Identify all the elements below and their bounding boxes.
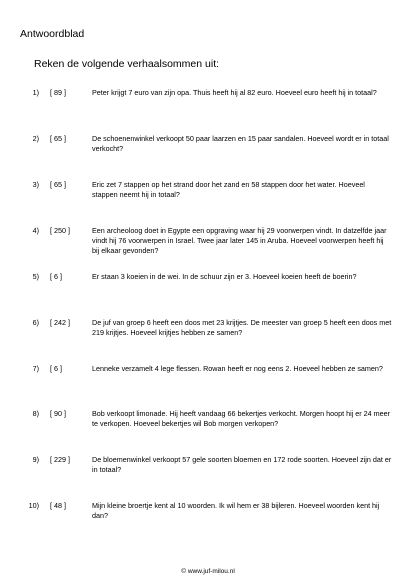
question-number: 3) xyxy=(32,180,39,189)
answer: [ 65 ] xyxy=(50,134,66,143)
answer: [ 90 ] xyxy=(50,409,66,418)
question-number: 6) xyxy=(32,318,39,327)
answer: [ 89 ] xyxy=(50,88,66,97)
question-number: 9) xyxy=(32,455,39,464)
question-text: Eric zet 7 stappen op het strand door het zand en 58 stappen door het water. Hoeveel stappen neemt hij in totaal? xyxy=(92,180,365,200)
question-text: De juf van groep 6 heeft een doos met 23 krijtjes. De meester van groep 5 heeft een doos met 219 krijtjes. Hoeveel krijtjes hebben ze samen? xyxy=(92,318,392,338)
question-number: 1) xyxy=(32,88,39,97)
question-text: Mijn kleine broertje kent al 10 woorden. Ik wil hem er 38 bijleren. Hoeveel woorden kent hij dan? xyxy=(92,501,380,521)
question-text: De schoenenwinkel verkoopt 50 paar laarzen en 15 paar sandalen. Hoeveel wordt er in totaal verkocht? xyxy=(92,134,389,154)
answer: [ 6 ] xyxy=(50,364,62,373)
question-number: 2) xyxy=(32,134,39,143)
footer-copyright: © www.juf-milou.nl xyxy=(181,568,235,575)
answer: [ 229 ] xyxy=(50,455,70,464)
question-number: 4) xyxy=(32,226,39,235)
question-text: Lenneke verzamelt 4 lege flessen. Rowan heeft er nog eens 2. Hoeveel hebben ze samen? xyxy=(92,364,383,373)
question-text: Peter krijgt 7 euro van zijn opa. Thuis heeft hij al 82 euro. Hoeveel euro heeft hij in totaal? xyxy=(92,88,377,97)
question-number: 7) xyxy=(32,364,39,373)
question-text: Bob verkoopt limonade. Hij heeft vandaag 66 bekertjes verkocht. Morgen hoopt hij er 24 meer te verkopen. Hoeveel bekertjes wil Bob morgen verkopen? xyxy=(92,409,391,429)
answer: [ 250 ] xyxy=(50,226,70,235)
question-number: 10) xyxy=(28,501,39,510)
answer: [ 242 ] xyxy=(50,318,70,327)
page-title: Antwoordblad xyxy=(20,28,85,40)
question-number: 8) xyxy=(32,409,39,418)
answer: [ 48 ] xyxy=(50,501,66,510)
question-number: 5) xyxy=(32,272,39,281)
question-text: De bloemenwinkel verkoopt 57 gele soorten bloemen en 172 rode soorten. Hoeveel zijn dat er in totaal? xyxy=(92,455,392,475)
question-text: Er staan 3 koeien in de wei. In de schuur zijn er 3. Hoeveel koeien heeft de boerin? xyxy=(92,272,357,281)
answer: [ 65 ] xyxy=(50,180,66,189)
instructions: Reken de volgende verhaalsommen uit: xyxy=(34,58,220,70)
question-text: Een archeoloog doet in Egypte een opgraving waar hij 29 voorwerpen vindt. In datzelfde jaar vindt hij 76 voorwerpen in Israel. Twee jaar later 145 in Aruba. Hoeveel voorwerpen heeft hij bij elkaar gevonden? xyxy=(92,226,387,256)
answer: [ 6 ] xyxy=(50,272,62,281)
